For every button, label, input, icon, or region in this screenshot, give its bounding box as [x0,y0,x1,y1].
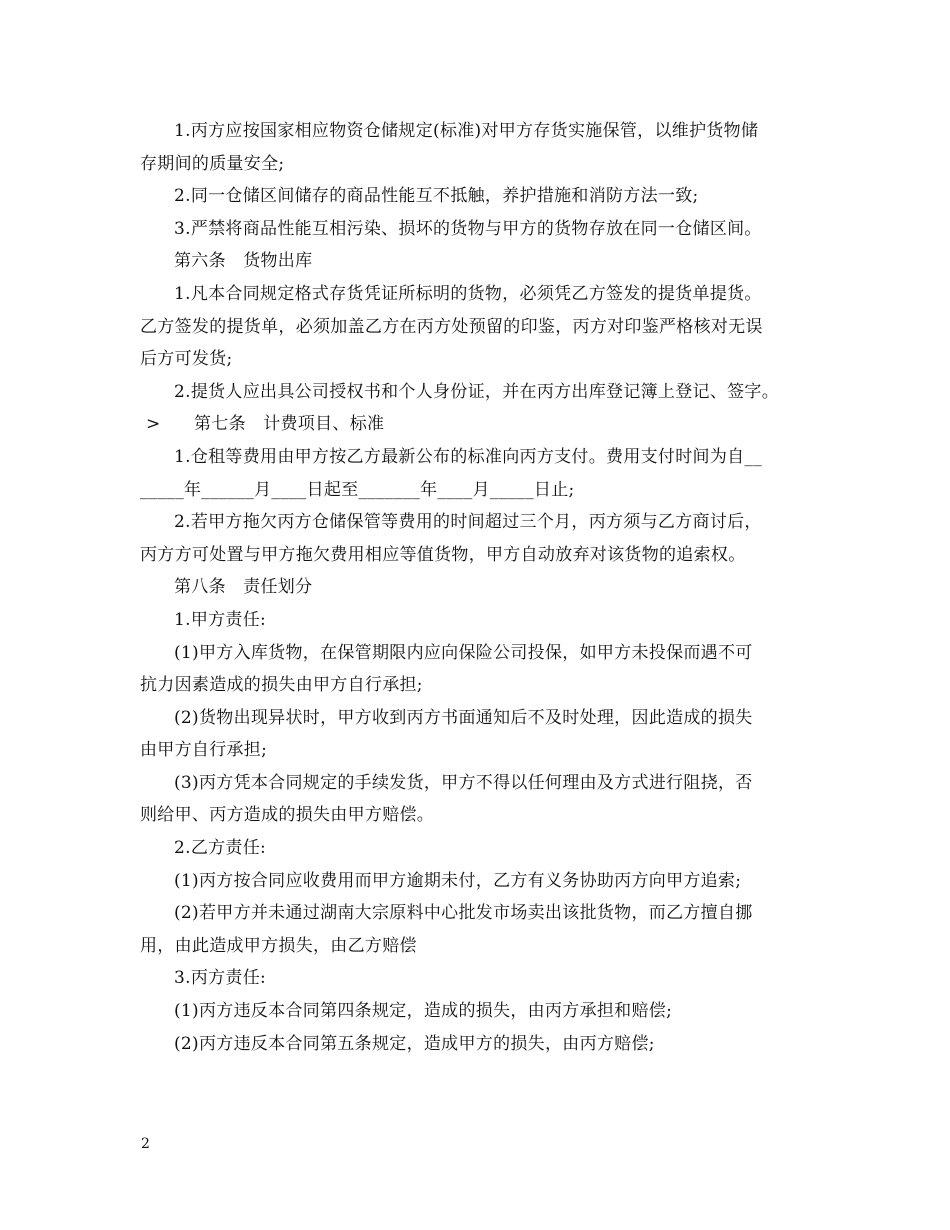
text-line: 1.凡本合同规定格式存货凭证所标明的货物，必须凭乙方签发的提货单提货。 [174,283,762,304]
text-line: 2.乙方责任: [174,838,267,859]
text-line: 由甲方自行承担; [140,740,268,761]
text-line: 2.提货人应出具公司授权书和个人身份证，并在丙方出库登记簿上登记、签字。 [174,381,780,402]
text-line: 1.仓租等费用由甲方按乙方最新公布的标准向丙方支付。费用支付时间为自__ [174,446,763,467]
text-line: 则给甲、丙方造成的损失由甲方赔偿。 [140,805,435,826]
chevron-right-icon: > [146,414,161,435]
text-line: 3.严禁将商品性能互相污染、损坏的货物与甲方的货物存放在同一仓储区间。 [174,218,762,239]
article-6-heading: 第六条 货物出库 [174,251,313,272]
text-line: (2)丙方违反本合同第五条规定，造成甲方的损失，由丙方赔偿; [174,1033,655,1054]
text-line: 2.同一仓储区间储存的商品性能互不抵触，养护措施和消防方法一致; [174,186,699,207]
text-line: (2)若甲方并未通过湖南大宗原料中心批发市场卖出该批货物，而乙方擅自挪 [174,903,753,924]
text-line: (3)丙方凭本合同规定的手续发货，甲方不得以任何理由及方式进行阻挠，否 [174,772,753,793]
text-line: 1.丙方应按国家相应物资仓储规定(标准)对甲方存货实施保管，以维护货物储 [174,121,759,141]
page-number: 2 [141,1136,150,1152]
document-body [140,115,820,1060]
article-7-heading-row [140,408,820,441]
text-line: (1)丙方违反本合同第四条规定，造成的损失，由丙方承担和赔偿; [174,1001,673,1022]
text-line: 乙方签发的提货单，必须加盖乙方在丙方处预留的印鉴，丙方对印鉴严格核对无误 [140,316,763,337]
article-7-heading: 第七条 计费项目、标准 [194,414,385,435]
text-line: 后方可发货; [140,349,233,370]
text-line: 3.丙方责任: [174,968,267,989]
text-line: 用，由此造成甲方损失，由乙方赔偿 [140,935,417,956]
text-line: (2)货物出现异状时，甲方收到丙方书面通知后不及时处理，因此造成的损失 [174,707,753,728]
article-8-heading: 第八条 责任划分 [174,577,313,598]
text-line: _____年______月____日起至_______年____月_____日止; [140,479,575,500]
text-line: 存期间的质量安全; [140,153,285,174]
text-line: 抗力因素造成的损失由甲方自行承担; [140,675,423,696]
text-line: 丙方方可处置与甲方拖欠费用相应等值货物，甲方自动放弃对该货物的追索权。 [140,544,746,565]
text-line: (1)丙方按合同应收费用而甲方逾期未付，乙方有义务协助丙方向甲方追索; [174,870,742,891]
text-line: (1)甲方入库货物，在保管期限内应向保险公司投保，如甲方未投保而遇不可 [174,642,753,663]
text-line: 2.若甲方拖欠丙方仓储保管等费用的时间超过三个月，丙方须与乙方商讨后， [174,512,762,533]
text-line: 1.甲方责任: [174,609,267,630]
